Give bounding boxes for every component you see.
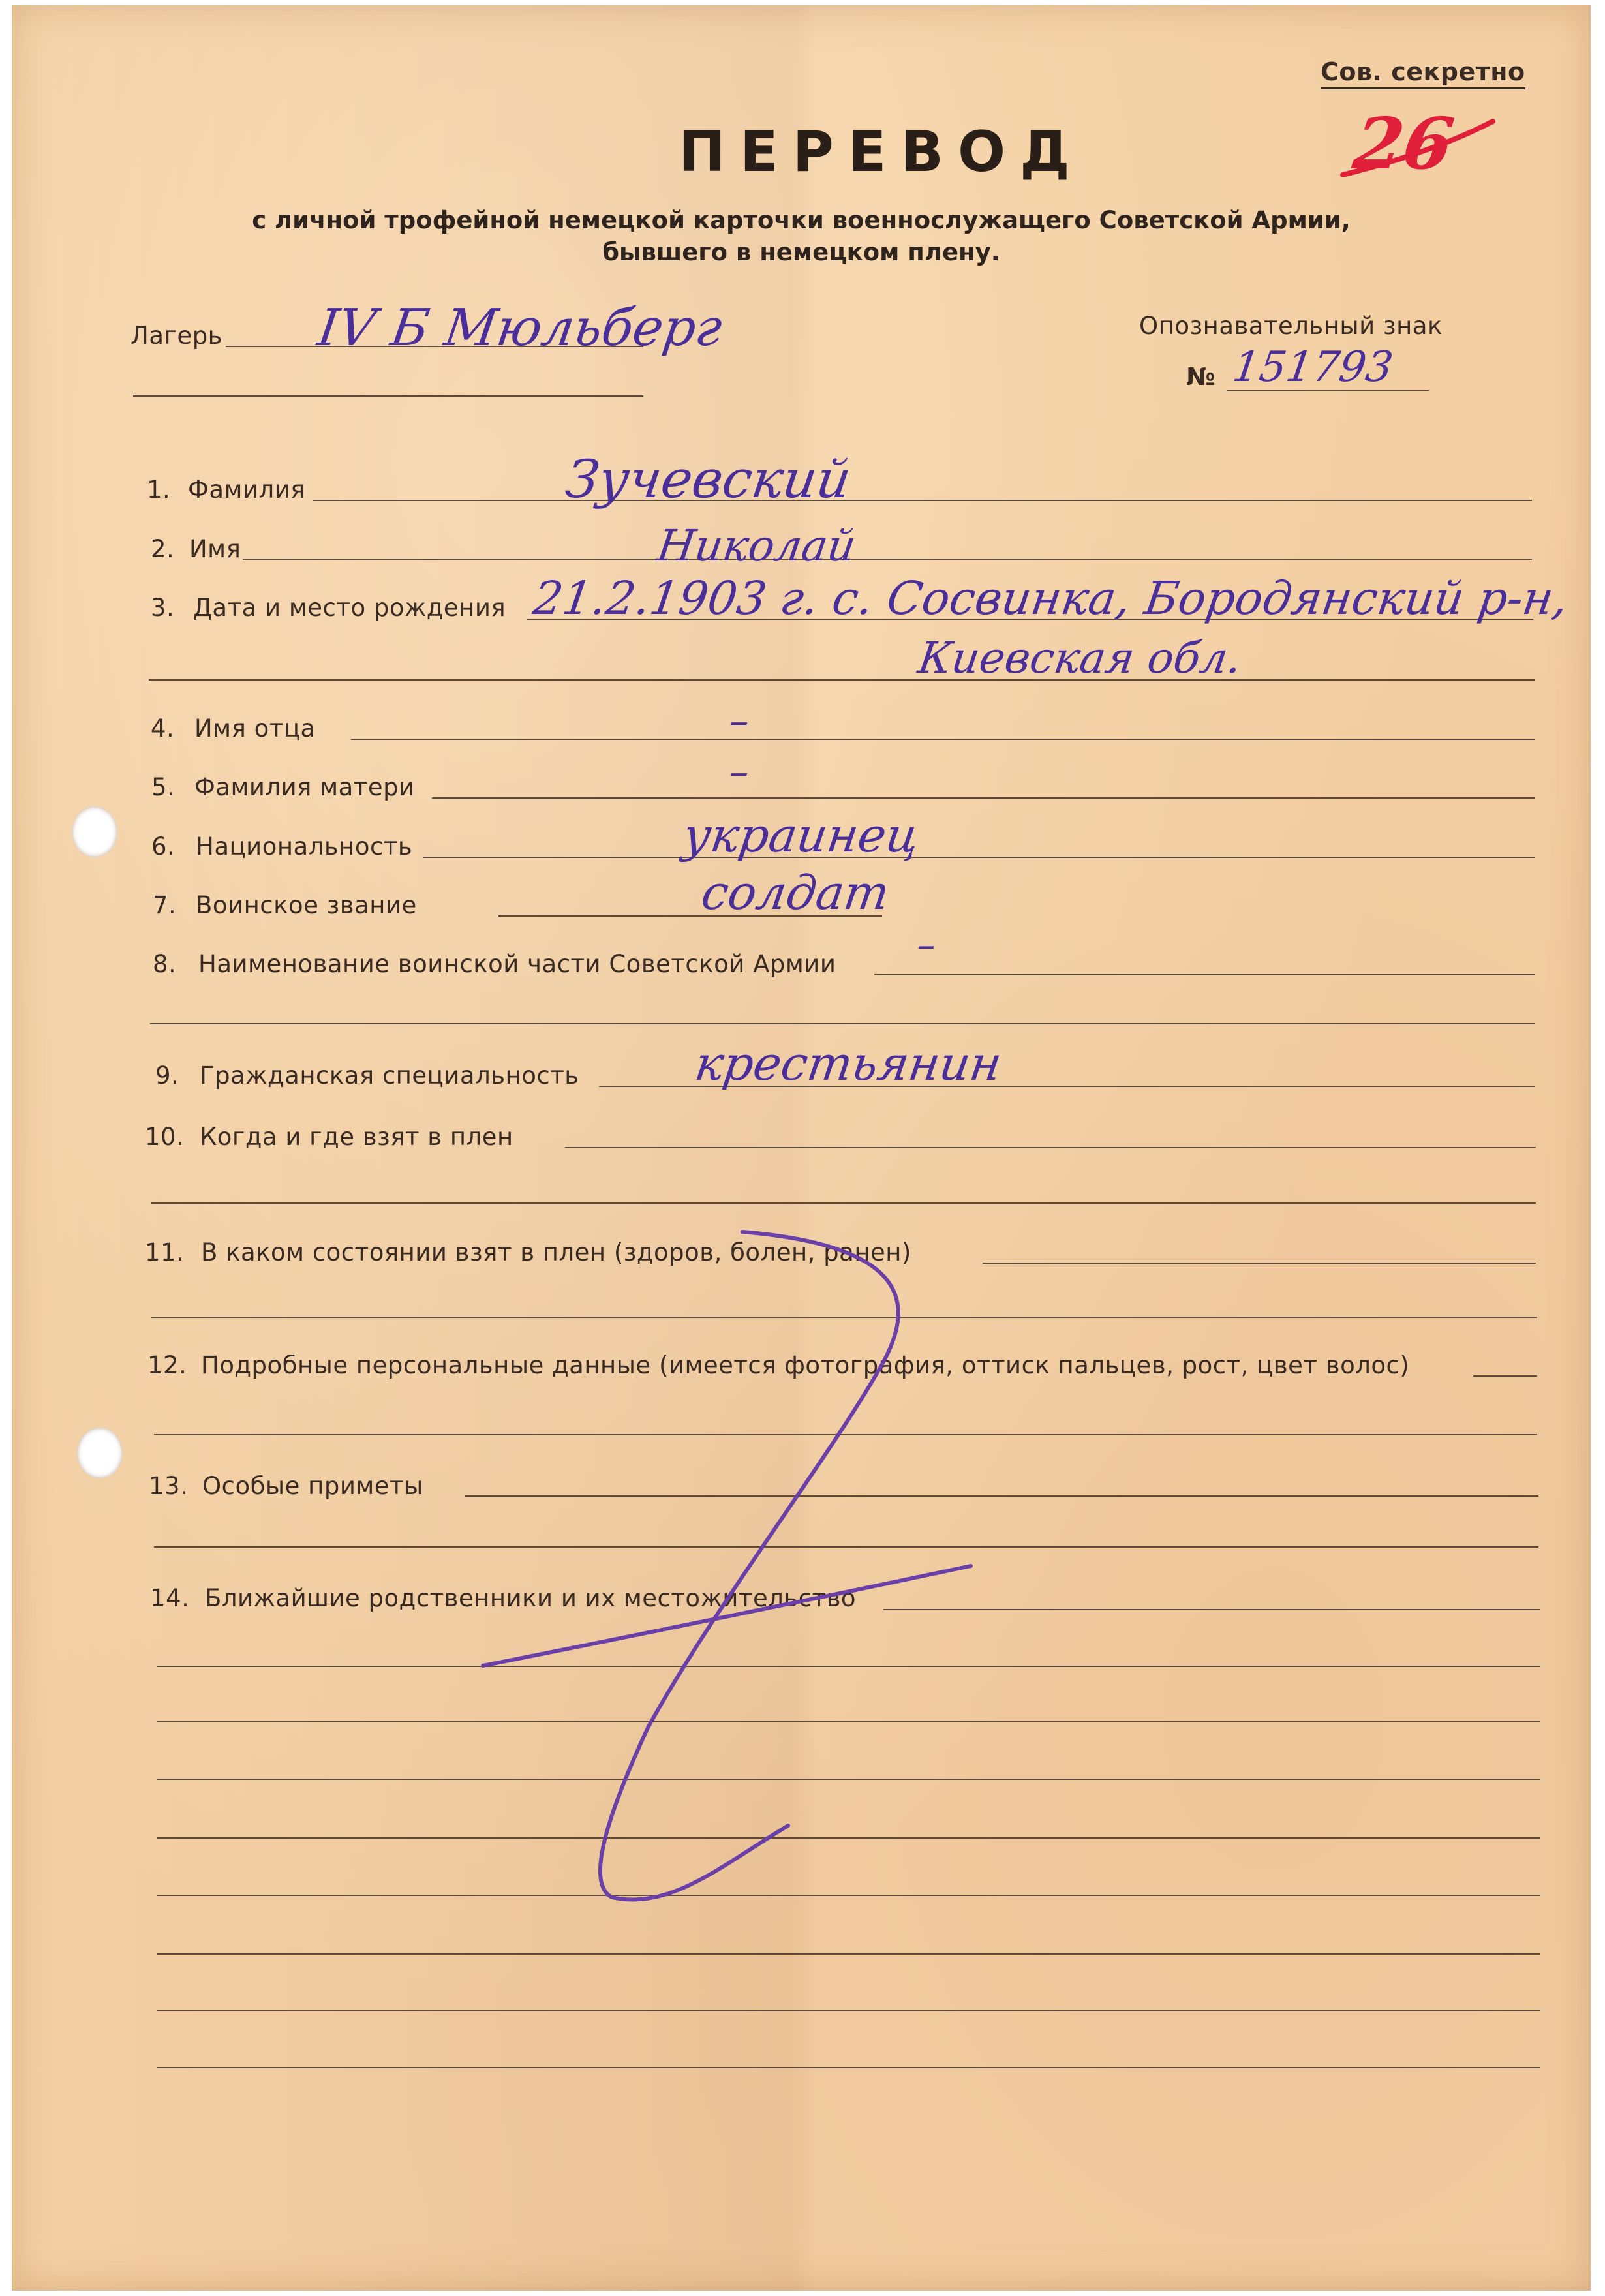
red-underline-stroke (1343, 121, 1493, 175)
field-5-number: 5. (151, 773, 176, 801)
field-5-value: – (726, 749, 752, 795)
field-10-label: Когда и где взят в плен (200, 1123, 513, 1151)
field-3-value-line2: Киевская обл. (915, 633, 1245, 683)
field-6-label: Национальность (196, 833, 413, 861)
field-3-number: 3. (151, 594, 175, 622)
field-12-number: 12. (147, 1351, 187, 1379)
field-2-number: 2. (151, 535, 175, 563)
document-subtitle-line1: с личной трофейной немецкой карточки военнослужащего Советской Армии, (252, 206, 1351, 234)
field-9-label: Гражданская специальность (200, 1062, 579, 1090)
classification-stamp: Сов. секретно (1321, 57, 1525, 89)
field-7-label: Воинское звание (196, 891, 417, 919)
z-cancellation-stroke (600, 1232, 898, 1899)
field-10-number: 10. (145, 1123, 185, 1151)
document-title: ПЕРЕВОД (679, 119, 1084, 185)
document-subtitle-line2: бывшего в немецком плену. (602, 238, 1000, 266)
field-13-number: 13. (149, 1472, 189, 1500)
field-1-label: Фамилия (188, 476, 305, 504)
field-7-number: 7. (153, 891, 177, 919)
field-8-value: – (914, 924, 939, 966)
camp-value: IV Б Мюльберг (314, 299, 726, 358)
diagonal-cancellation-stroke (483, 1566, 971, 1666)
field-11-number: 11. (145, 1238, 185, 1266)
field-14-number: 14. (150, 1584, 190, 1612)
field-1-number: 1. (147, 476, 171, 504)
camp-label: Лагерь (130, 322, 222, 350)
field-2-label: Имя (189, 535, 241, 563)
field-4-value: – (726, 698, 752, 744)
field-13-label: Особые приметы (202, 1472, 423, 1500)
field-1-value: Зучевский (562, 449, 855, 510)
field-4-number: 4. (151, 714, 175, 742)
field-2-value: Николай (654, 521, 859, 571)
id-tag-number: 151793 (1229, 343, 1396, 391)
red-annotation-number: 26 (1349, 103, 1459, 185)
field-6-number: 6. (151, 833, 176, 861)
field-8-label: Наименование воинской части Советской Армии (198, 950, 836, 978)
field-5-label: Фамилия матери (194, 773, 415, 801)
id-tag-number-prefix: № (1186, 363, 1216, 391)
field-11-label: В каком состоянии взят в плен (здоров, болен, ранен) (201, 1238, 911, 1266)
field-8-number: 8. (153, 950, 177, 978)
field-3-value: 21.2.1903 г. с. Сосвинка, Бородянский р-н, (530, 572, 1572, 625)
field-4-label: Имя отца (194, 714, 316, 742)
field-6-value: украинец (680, 808, 923, 863)
field-9-number: 9. (155, 1062, 179, 1090)
field-12-label: Подробные персональные данные (имеется фотография, оттиск пальцев, рост, цвет волос) (201, 1351, 1410, 1379)
handwritten-marks (12, 5, 1591, 2291)
field-3-label: Дата и место рождения (193, 594, 506, 622)
field-14-label: Ближайшие родственники и их местожительство (205, 1584, 857, 1612)
field-9-value: крестьянин (692, 1036, 1005, 1091)
document-sheet (12, 5, 1591, 2291)
field-7-value: солдат (698, 865, 893, 920)
id-tag-label: Опознавательный знак (1139, 312, 1443, 340)
